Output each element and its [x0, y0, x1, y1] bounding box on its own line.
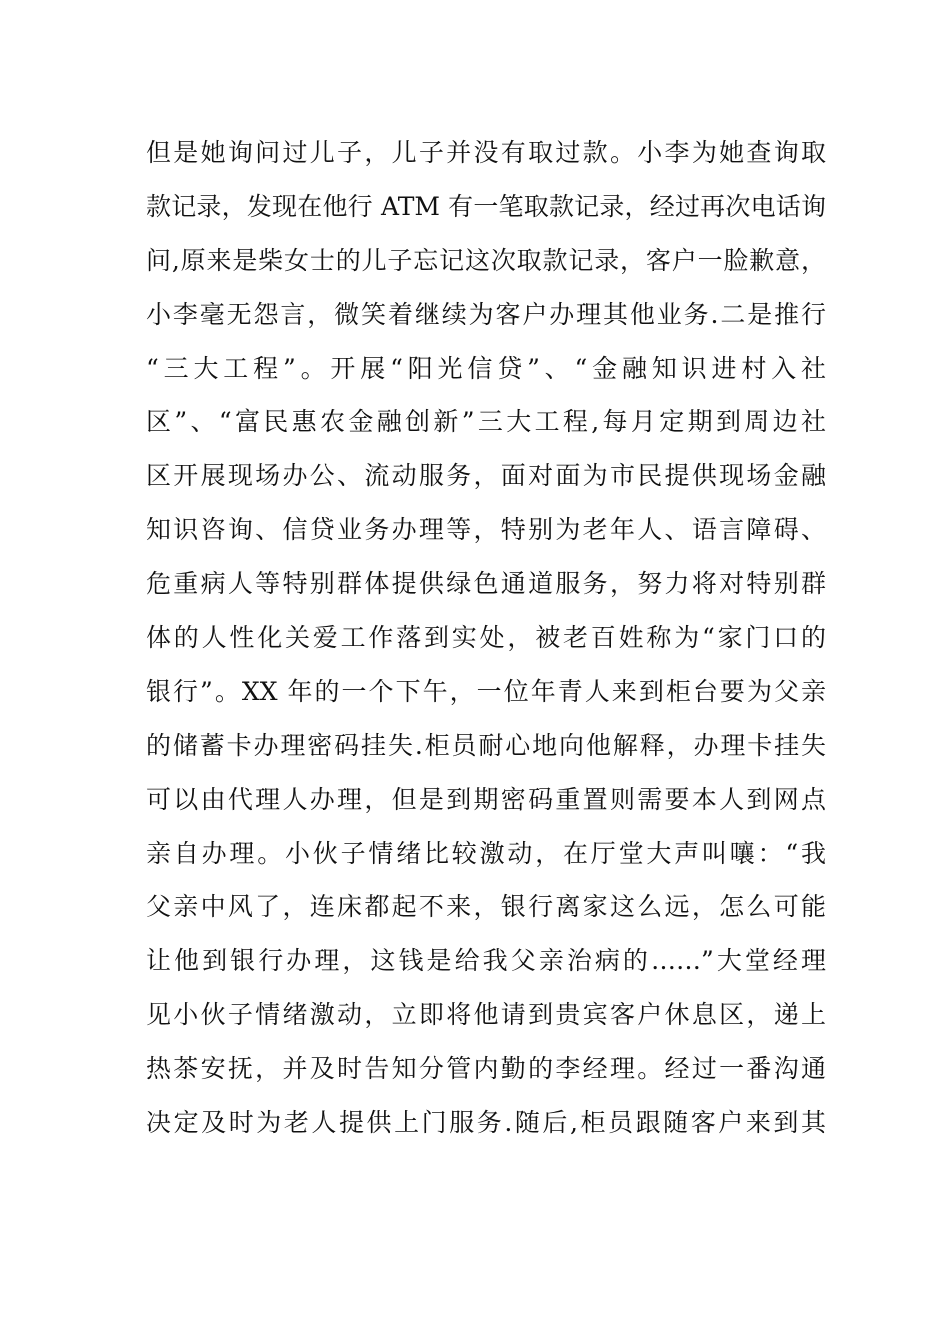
text-line-3: 问,原来是柴女士的儿子忘记这次取款记录，客户一脸歉意，	[146, 245, 826, 275]
text-line-7: 区开展现场办公、流动服务，面对面为市民提供现场金融	[146, 461, 826, 491]
text-line-9: 危重病人等特别群体提供绿色通道服务，努力将对特别群	[146, 569, 826, 599]
text-line-4: 小李毫无怨言，微笑着继续为客户办理其他业务.二是推行	[146, 299, 826, 329]
text-line-17: 见小伙子情绪激动，立即将他请到贵宾客户休息区，递上	[146, 1000, 826, 1030]
text-line-10: 体的人性化关爱工作落到实处，被老百姓称为“家门口的	[146, 623, 826, 653]
text-line-6: 区”、“富民惠农金融创新”三大工程,每月定期到周边社	[146, 407, 826, 437]
text-line-5: “三大工程”。开展“阳光信贷”、“金融知识进村入社	[146, 353, 826, 383]
text-line-11: 银行”。XX 年的一个下午，一位年青人来到柜台要为父亲	[146, 676, 826, 706]
text-line-2: 款记录，发现在他行 ATM 有一笔取款记录，经过再次电话询	[146, 191, 826, 221]
body-paragraph	[146, 130, 826, 1154]
text-line-19: 决定及时为老人提供上门服务.随后,柜员跟随客户来到其	[146, 1108, 826, 1138]
text-line-12: 的储蓄卡办理密码挂失.柜员耐心地向他解释，办理卡挂失	[146, 730, 826, 760]
text-line-18: 热茶安抚，并及时告知分管内勤的李经理。经过一番沟通	[146, 1054, 826, 1084]
text-line-1: 但是她询问过儿子，儿子并没有取过款。小李为她查询取	[146, 138, 826, 167]
text-line-8: 知识咨询、信贷业务办理等，特别为老年人、语言障碍、	[146, 515, 826, 545]
text-line-13: 可以由代理人办理，但是到期密码重置则需要本人到网点	[146, 784, 826, 814]
text-line-16: 让他到银行办理，这钱是给我父亲治病的……”大堂经理	[146, 946, 826, 976]
text-line-15: 父亲中风了，连床都起不来，银行离家这么远，怎么可能	[146, 892, 826, 922]
text-line-14: 亲自办理。小伙子情绪比较激动，在厅堂大声叫嚷：“我	[146, 838, 826, 868]
